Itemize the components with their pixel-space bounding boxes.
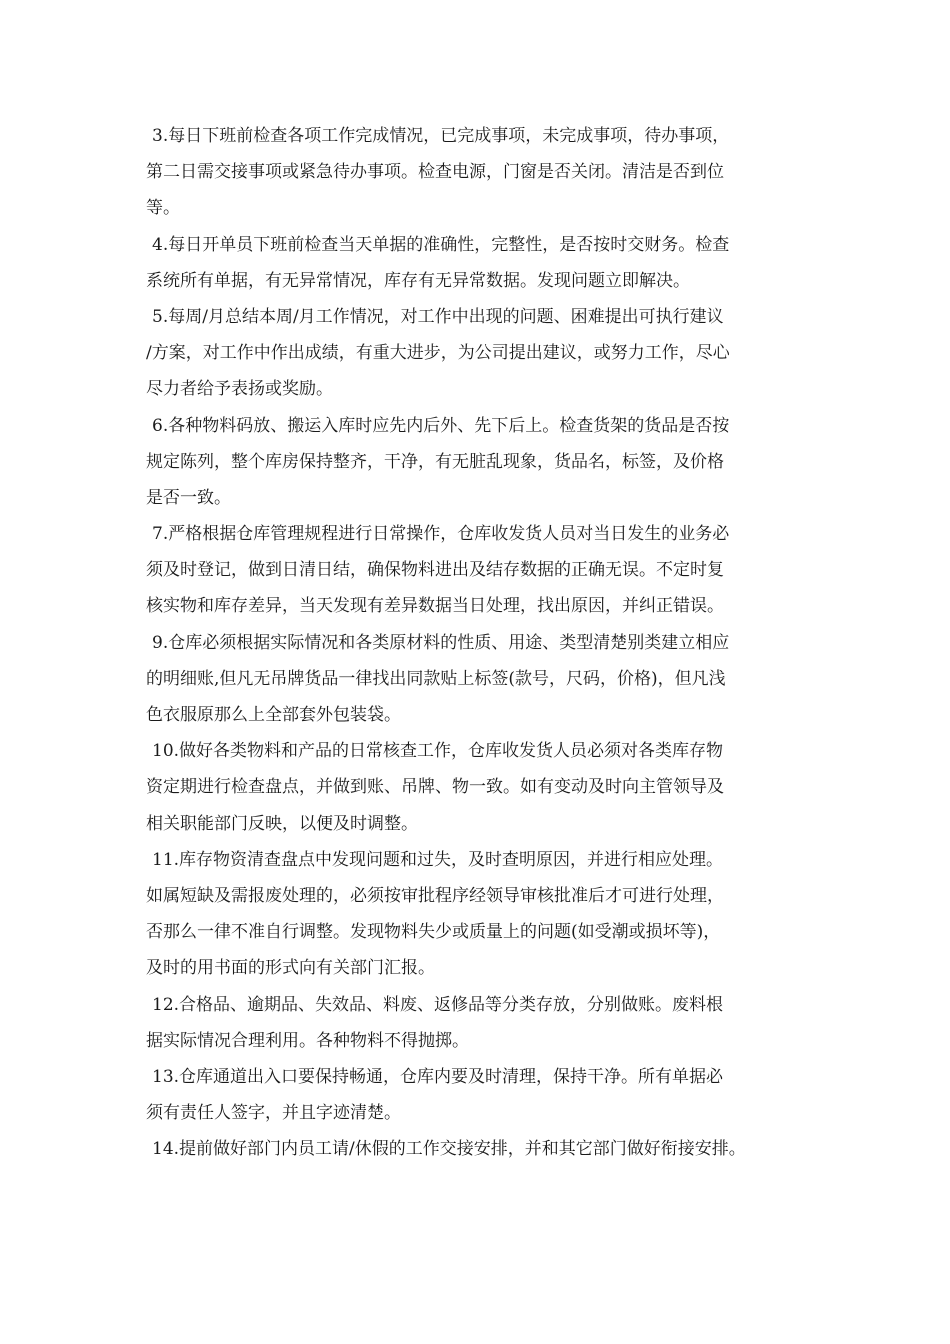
paragraph-line: 5.每周/月总结本周/月工作情况，对工作中出现的问题、困难提出可执行建议	[152, 306, 724, 327]
paragraph-line: 7.严格根据仓库管理规程进行日常操作，仓库收发货人员对当日发生的业务必	[152, 524, 730, 545]
paragraph-line: 及时的用书面的形式向有关部门汇报。	[146, 958, 435, 979]
paragraph-line: 是否一致。	[146, 487, 231, 508]
paragraph-line: 尽力者给予表扬或奖励。	[146, 379, 333, 400]
paragraph	[146, 1059, 836, 1131]
paragraph	[146, 299, 836, 408]
paragraph-line: 6.各种物料码放、搬运入库时应先内后外、先下后上。检查货架的货品是否按	[152, 415, 730, 436]
paragraph	[146, 987, 836, 1059]
paragraph-line: 第二日需交接事项或紧急待办事项。检查电源，门窗是否关闭。清洁是否到位	[146, 162, 724, 183]
document-body	[146, 118, 836, 1167]
paragraph-line: 否那么一律不准自行调整。发现物料失少或质量上的问题(如受潮或损坏等)，	[146, 922, 721, 943]
paragraph-line: 资定期进行检查盘点，并做到账、吊牌、物一致。如有变动及时向主管领导及	[146, 777, 724, 798]
paragraph-line: 13.仓库通道出入口要保持畅通，仓库内要及时清理，保持干净。所有单据必	[152, 1066, 724, 1087]
paragraph-line: 等。	[146, 198, 180, 219]
paragraph-line: /方案，对工作中作出成绩，有重大进步，为公司提出建议，或努力工作，尽心	[146, 343, 730, 364]
paragraph-line: 核实物和库存差异，当天发现有差异数据当日处理，找出原因，并纠正错误。	[146, 596, 724, 617]
paragraph	[146, 733, 836, 842]
paragraph-line: 如属短缺及需报废处理的，必须按审批程序经领导审核批准后才可进行处理，	[146, 885, 724, 906]
paragraph-line: 须及时登记，做到日清日结，确保物料进出及结存数据的正确无误。不定时复	[146, 560, 724, 581]
paragraph	[146, 516, 836, 625]
paragraph	[146, 1131, 836, 1167]
paragraph	[146, 408, 836, 517]
paragraph-line: 相关职能部门反映，以便及时调整。	[146, 813, 418, 834]
paragraph-line: 系统所有单据，有无异常情况，库存有无异常数据。发现问题立即解决。	[146, 270, 690, 291]
paragraph-line: 14.提前做好部门内员工请/休假的工作交接安排，并和其它部门做好衔接安排。	[152, 1139, 746, 1160]
paragraph	[146, 625, 836, 734]
paragraph-line: 色衣服原那么上全部套外包装袋。	[146, 705, 401, 725]
paragraph-line: 9.仓库必须根据实际情况和各类原材料的性质、用途、类型清楚别类建立相应	[152, 632, 730, 653]
paragraph-line: 须有责任人签字，并且字迹清楚。	[146, 1103, 401, 1124]
paragraph	[146, 227, 836, 299]
paragraph-line: 据实际情况合理利用。各种物料不得抛掷。	[146, 1030, 469, 1051]
paragraph-line: 规定陈列，整个库房保持整齐，干净，有无脏乱现象，货品名，标签，及价格	[146, 451, 724, 472]
paragraph-line: 10.做好各类物料和产品的日常核查工作，仓库收发货人员必须对各类库存物	[152, 741, 724, 762]
paragraph-line: 4.每日开单员下班前检查当天单据的准确性，完整性，是否按时交财务。检查	[152, 234, 730, 255]
paragraph-line: 3.每日下班前检查各项工作完成情况，已完成事项，未完成事项，待办事项，	[152, 126, 730, 146]
paragraph-line: 的明细账,但凡无吊牌货品一律找出同款贴上标签(款号，尺码，价格)，但凡浅	[146, 668, 726, 689]
paragraph	[146, 842, 836, 987]
paragraph-line: 12.合格品、逾期品、失效品、料废、返修品等分类存放，分别做账。废料根	[152, 994, 724, 1015]
paragraph-line: 11.库存物资清查盘点中发现问题和过失，及时查明原因，并进行相应处理。	[152, 849, 724, 870]
paragraph	[146, 118, 836, 227]
